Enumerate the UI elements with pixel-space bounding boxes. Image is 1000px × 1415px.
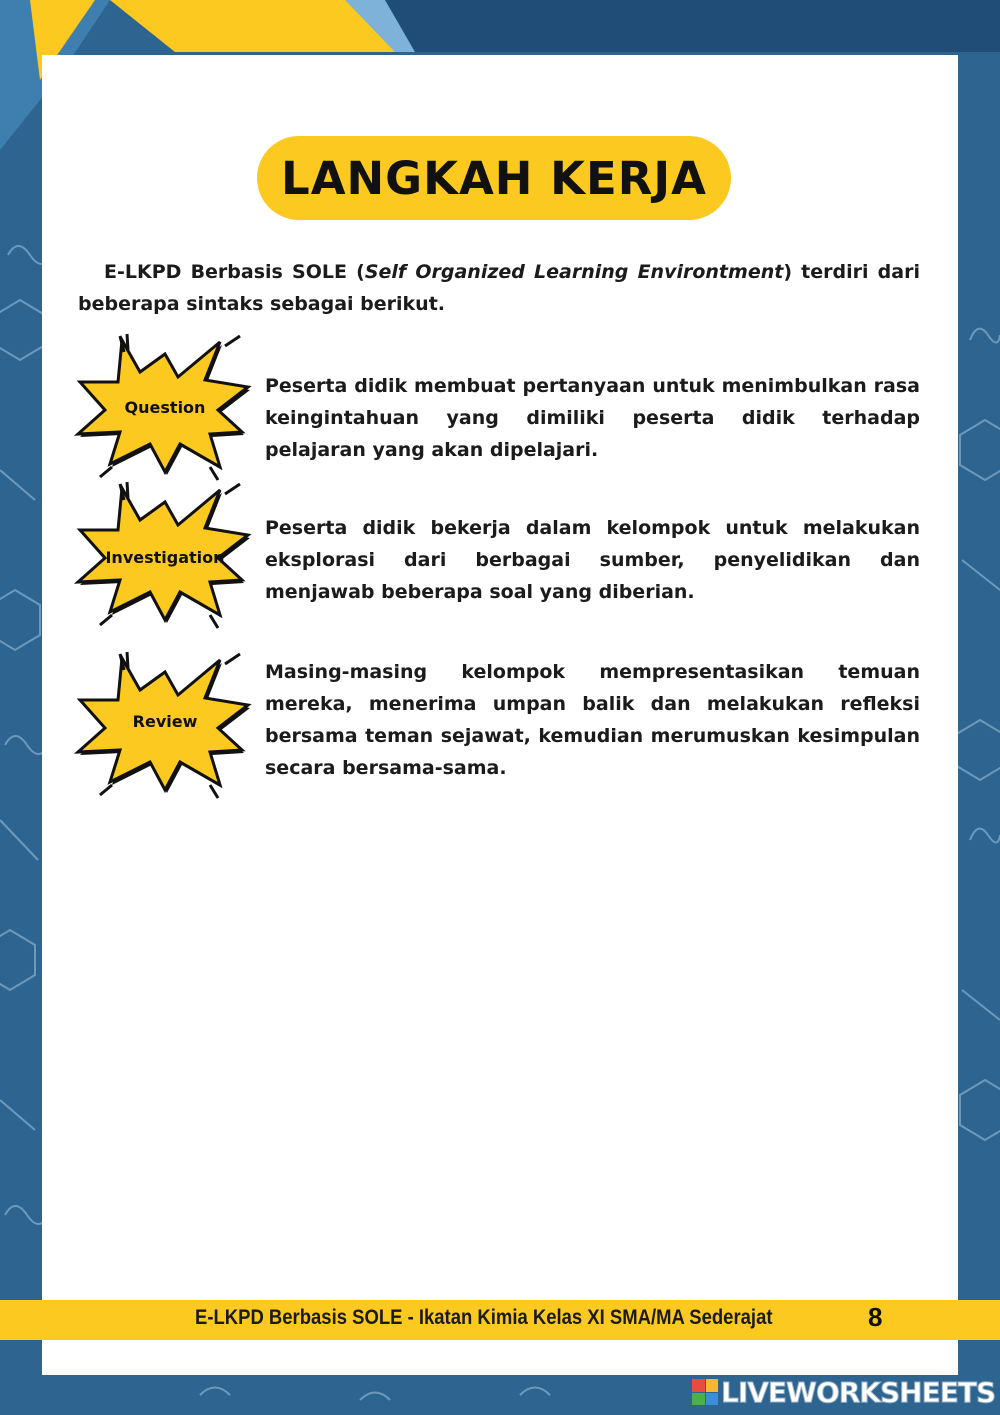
step-label: Review xyxy=(132,712,198,731)
liveworksheets-watermark[interactable] xyxy=(692,1375,995,1409)
step-description: Masing-masing kelompok mempresentasikan temuan mereka, menerima umpan balik dan melakukan refleksi bersama teman sejawat, kemudian merumuskan kesimpulan secara bersama-sama. xyxy=(265,661,920,779)
step-question xyxy=(70,332,930,492)
liveworksheets-logo-icon xyxy=(692,1379,718,1405)
step-label: Question xyxy=(124,398,206,417)
page-number: 8 xyxy=(868,1302,883,1332)
intro-paragraph xyxy=(78,256,920,320)
intro-italic: Self Organized Learning Environtment xyxy=(364,261,784,283)
title-banner xyxy=(257,136,731,220)
step-description: Peserta didik membuat pertanyaan untuk menimbulkan rasa keingintahuan yang dimiliki peserta didik terhadap pelajaran yang akan dipelajari. xyxy=(265,375,920,461)
footer-title: E-LKPD Berbasis SOLE - Ikatan Kimia Kelas XI SMA/MA Sederajat xyxy=(195,1306,773,1329)
step-review xyxy=(70,650,930,810)
step-description: Peserta didik bekerja dalam kelompok untuk melakukan eksplorasi dari berbagai sumber, penyelidikan dan menjawab beberapa soal yang diberian. xyxy=(265,517,920,603)
step-investigation xyxy=(70,480,930,640)
watermark-text: LIVEWORKSHEETS xyxy=(721,1375,996,1409)
intro-suffix: ) terdiri dari beberapa sintaks sebagai berikut. xyxy=(78,261,920,315)
intro-prefix: E-LKPD Berbasis SOLE ( xyxy=(104,261,365,283)
page-title: LANGKAH KERJA xyxy=(281,151,707,205)
step-label: Investigation xyxy=(105,548,225,567)
